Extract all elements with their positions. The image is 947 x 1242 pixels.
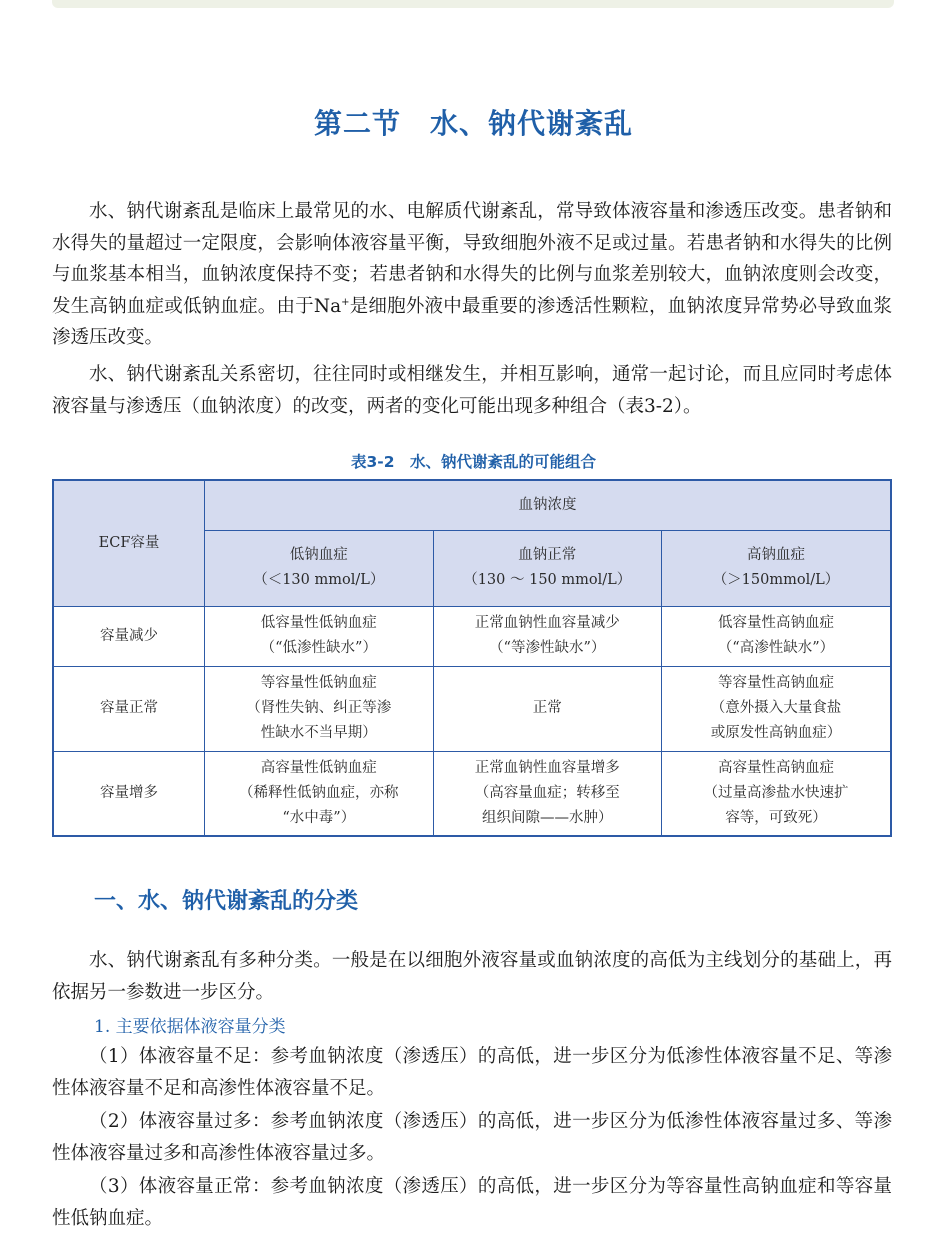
row-label: 容量增多 (53, 751, 205, 836)
table-column-header (433, 530, 661, 606)
column-header-name: 血钠正常 (518, 547, 577, 563)
table-cell (433, 666, 661, 751)
row-label: 容量减少 (53, 606, 205, 666)
cell-line: 性缺水不当早期） (260, 725, 377, 741)
column-header-name: 低钠血症 (289, 547, 348, 563)
subsection-heading: 一、水、钠代谢紊乱的分类 (94, 888, 359, 914)
table-row (53, 751, 891, 836)
table-row (53, 666, 891, 751)
cell-line: 高容量性低钠血症 (260, 759, 377, 776)
table-cell (661, 666, 891, 751)
cell-line: “水中毒”） (282, 809, 356, 826)
column-header-name: 高钠血症 (746, 547, 805, 563)
cell-line: （“等渗性缺水”） (489, 640, 606, 656)
cell-line: 正常血钠性血容量增多 (474, 759, 620, 776)
cell-line: 或原发性高钠血症） (710, 725, 842, 741)
table-cell (205, 751, 433, 836)
section-title: 第二节 水、钠代谢紊乱 (313, 107, 633, 140)
table-cell (205, 606, 433, 666)
table-cell (661, 751, 891, 836)
table-caption: 表3-2 水、钠代谢紊乱的可能组合 (350, 453, 596, 471)
intro-paragraph-1-text-a: 水、钠代谢紊乱是临床上最常见的水、电解质代谢紊乱，常导致体液容量和渗透压改变。患者钠和水得失的量超过一定限度，会影响体液容量平衡，导致细胞外液不足或过量。若患者钠和水得失的比例与血浆基本相当，血钠浓度保持不变；若患者钠和水得失的比例与血浆差别较大，血钠浓度则会改变，发生高钠血症或低钠血症。由于Na (52, 201, 892, 317)
intro-paragraph-1-text-b: 是细胞外液中最重要的渗透活性颗粒，血钠浓度异常势必导致血浆渗透压改变。 (52, 295, 892, 348)
cell-line: （肾性失钠、纠正等渗 (246, 700, 392, 716)
cell-line: 正常 (532, 700, 562, 716)
table-row (53, 606, 891, 666)
column-header-range: （＜130 mmol/L） (253, 572, 385, 588)
cell-line: （稀释性低钠血症，亦称 (239, 784, 399, 801)
combination-table (52, 479, 892, 837)
table-column-header (661, 530, 891, 606)
table-cell (205, 666, 433, 751)
classification-intro-paragraph: 水、钠代谢紊乱有多种分类。一般是在以细胞外液容量或血钠浓度的高低为主线划分的基础上，再依据另一参数进一步区分。 (52, 950, 892, 1003)
row-label: 容量正常 (53, 666, 205, 751)
classification-item-2: （2）体液容量过多：参考血钠浓度（渗透压）的高低，进一步区分为低渗性体液容量过多、等渗性体液容量过多和高渗性体液容量过多。 (52, 1111, 892, 1164)
cell-line: （“低渗性缺水”） (260, 640, 377, 656)
cell-line: 等容量性高钠血症 (717, 675, 834, 691)
cell-line: 容等，可致死） (725, 809, 827, 826)
cell-line: 等容量性低钠血症 (260, 675, 377, 691)
intro-paragraph-2: 水、钠代谢紊乱关系密切，往往同时或相继发生，并相互影响，通常一起讨论，而且应同时考虑体液容量与渗透压（血钠浓度）的改变，两者的变化可能出现多种组合（表3-2）。 (52, 364, 892, 417)
subsubsection-heading: 1. 主要依据体液容量分类 (94, 1017, 286, 1037)
table-cell (661, 606, 891, 666)
classification-item-3: （3）体液容量正常：参考血钠浓度（渗透压）的高低，进一步区分为等容量性高钠血症和等容量性低钠血症。 (52, 1176, 892, 1229)
table-cell (433, 606, 661, 666)
cell-line: （意外摄入大量食盐 (710, 700, 842, 716)
cell-line: （“高渗性缺水”） (717, 640, 835, 656)
table-corner-header: ECF容量 (53, 480, 205, 606)
cell-line: （高容量血症；转移至 (474, 784, 620, 801)
classification-item-1: （1）体液容量不足：参考血钠浓度（渗透压）的高低，进一步区分为低渗性体液容量不足、等渗性体液容量不足和高渗性体液容量不足。 (52, 1046, 892, 1099)
cell-line: 组织间隙——水肿） (481, 809, 613, 826)
intro-paragraph-1 (52, 196, 892, 354)
na-superscript: + (341, 296, 350, 308)
cell-line: 高容量性高钠血症 (717, 759, 834, 776)
column-header-range: （＞150mmol/L） (712, 572, 840, 588)
column-header-range: （130 ～ 150 mmol/L） (463, 572, 632, 588)
top-decoration-bar (52, 0, 894, 8)
table-cell (433, 751, 661, 836)
cell-line: 低容量性高钠血症 (717, 615, 834, 631)
cell-line: 低容量性低钠血症 (260, 615, 377, 631)
cell-line: （过量高渗盐水快速扩 (703, 784, 849, 801)
table-group-header: 血钠浓度 (205, 480, 891, 530)
table-column-header (205, 530, 433, 606)
cell-line: 正常血钠性血容量减少 (474, 615, 620, 631)
